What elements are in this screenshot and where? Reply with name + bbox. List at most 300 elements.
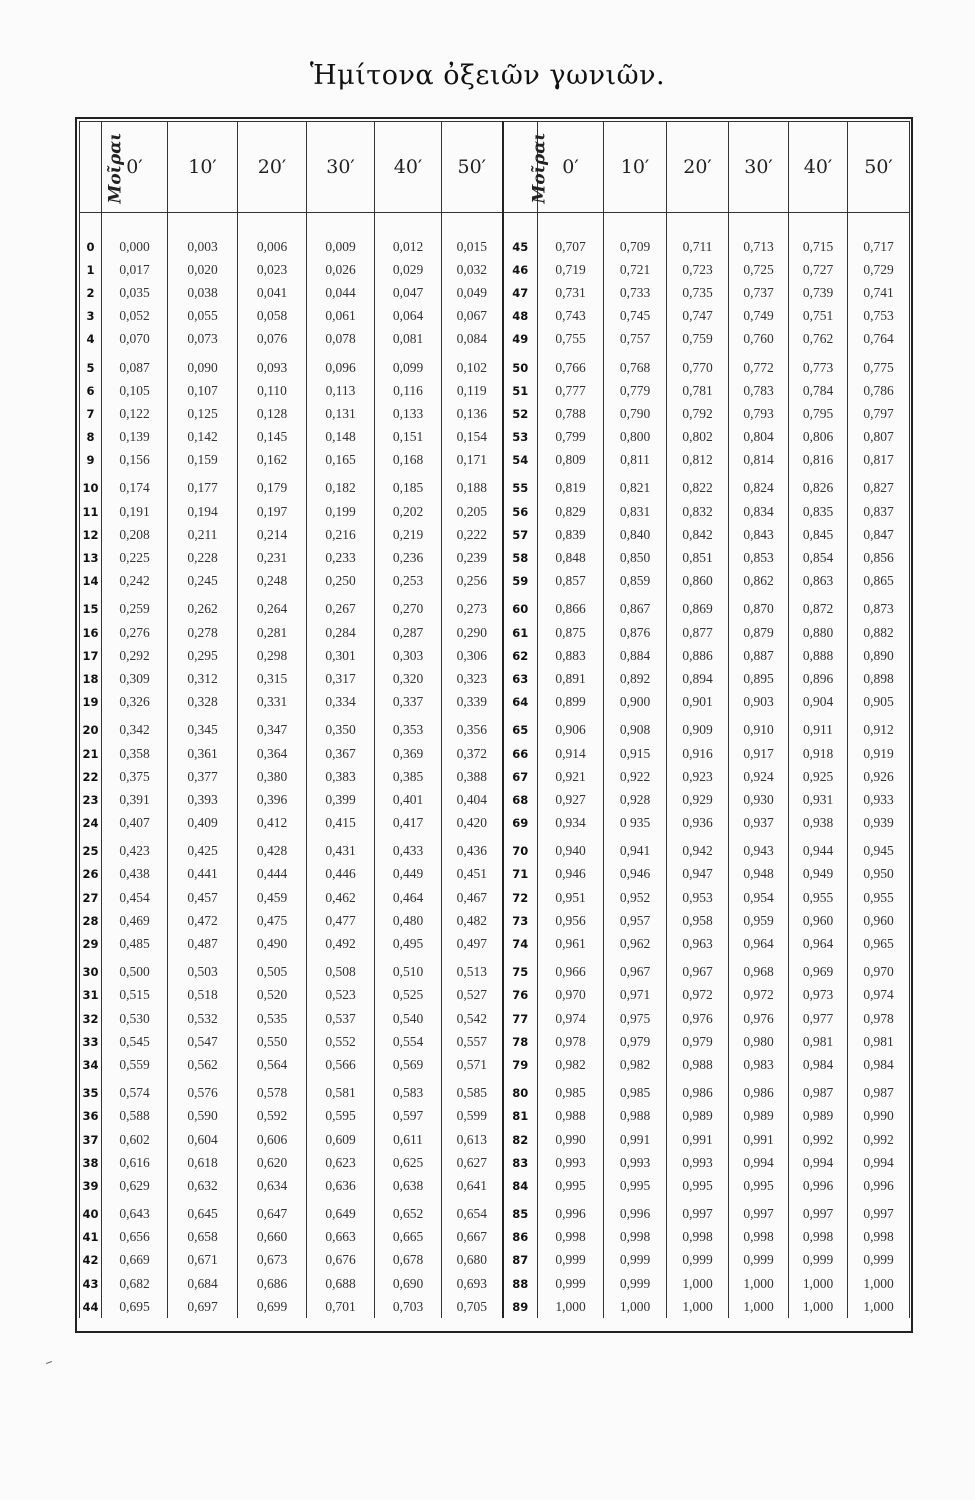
sine-value: 0,859 — [604, 570, 667, 593]
sine-value: 0,873 — [848, 598, 910, 621]
sine-value: 0,953 — [667, 886, 729, 909]
sine-value: 0,067 — [442, 305, 503, 328]
sine-value: 0,191 — [102, 500, 168, 523]
sine-value: 0,523 — [307, 984, 375, 1007]
table-row — [80, 961, 910, 984]
sine-value: 0,886 — [667, 644, 729, 667]
sine-value: 0,105 — [102, 379, 168, 402]
sine-value: 0,645 — [168, 1203, 238, 1226]
sine-value: 0,860 — [667, 570, 729, 593]
sine-value: 1,000 — [538, 1295, 604, 1318]
degree-cell: 18 — [80, 667, 102, 690]
sine-value: 0,753 — [848, 305, 910, 328]
degree-cell: 74 — [503, 932, 538, 955]
sine-value: 0,940 — [538, 840, 604, 863]
sine-value: 0,375 — [102, 765, 168, 788]
table-row — [80, 1203, 910, 1226]
table-row — [80, 235, 910, 258]
sine-value: 0,955 — [789, 886, 848, 909]
degree-cell: 83 — [503, 1151, 538, 1174]
sine-value: 0,122 — [102, 402, 168, 425]
degree-cell: 63 — [503, 667, 538, 690]
sine-value: 0,052 — [102, 305, 168, 328]
table-row — [80, 932, 910, 955]
sine-value: 0,804 — [729, 426, 789, 449]
table-row — [80, 1249, 910, 1272]
sine-value: 0,015 — [442, 235, 503, 258]
sine-value: 0,999 — [667, 1249, 729, 1272]
sine-value: 0,225 — [102, 546, 168, 569]
sine-value: 0,259 — [102, 598, 168, 621]
spacer-cell — [789, 213, 848, 236]
sine-value: 0,840 — [604, 523, 667, 546]
table-row — [80, 258, 910, 281]
spacer-cell — [168, 213, 238, 236]
sine-value: 0,965 — [848, 932, 910, 955]
sine-value: 0,592 — [238, 1105, 307, 1128]
sine-value: 0,469 — [102, 909, 168, 932]
sine-value: 0,270 — [375, 598, 442, 621]
sine-value: 0,438 — [102, 863, 168, 886]
sine-value: 0,819 — [538, 477, 604, 500]
sine-value: 0,369 — [375, 742, 442, 765]
sine-value: 0,113 — [307, 379, 375, 402]
sine-value: 0,006 — [238, 235, 307, 258]
sine-value: 0,505 — [238, 961, 307, 984]
sine-value: 0,721 — [604, 258, 667, 281]
sine-value: 0,684 — [168, 1272, 238, 1295]
sine-value: 0,955 — [848, 886, 910, 909]
sine-value: 0,772 — [729, 356, 789, 379]
sine-value: 0,606 — [238, 1128, 307, 1151]
sine-value: 0,625 — [375, 1151, 442, 1174]
sine-value: 0,518 — [168, 984, 238, 1007]
sine-value: 0,256 — [442, 570, 503, 593]
sine-value: 0,713 — [729, 235, 789, 258]
sine-value: 0,942 — [667, 840, 729, 863]
sine-value: 0,998 — [538, 1226, 604, 1249]
sine-value: 0,197 — [238, 500, 307, 523]
table-row — [80, 719, 910, 742]
sine-value: 0,966 — [538, 961, 604, 984]
table-row — [80, 1226, 910, 1249]
sine-value: 0,061 — [307, 305, 375, 328]
degree-cell: 14 — [80, 570, 102, 593]
sine-value: 0,941 — [604, 840, 667, 863]
sine-value: 0,974 — [538, 1007, 604, 1030]
sine-value: 0,537 — [307, 1007, 375, 1030]
sine-value: 0,058 — [238, 305, 307, 328]
sine-value: 0,731 — [538, 281, 604, 304]
table-body — [80, 213, 910, 1319]
sine-value: 0,964 — [729, 932, 789, 955]
degree-cell: 31 — [80, 984, 102, 1007]
sine-value: 0,632 — [168, 1174, 238, 1197]
sine-value: 0,087 — [102, 356, 168, 379]
degree-cell: 46 — [503, 258, 538, 281]
sine-value: 0,569 — [375, 1053, 442, 1076]
sine-value: 0,799 — [538, 426, 604, 449]
degree-cell: 2 — [80, 281, 102, 304]
sine-value: 0,905 — [848, 691, 910, 714]
sine-value: 0,934 — [538, 812, 604, 835]
sine-value: 0,317 — [307, 667, 375, 690]
sine-value: 0,845 — [789, 523, 848, 546]
sine-value: 0,982 — [538, 1053, 604, 1076]
sine-value: 0,727 — [789, 258, 848, 281]
sine-value: 0,525 — [375, 984, 442, 1007]
sine-value: 0,571 — [442, 1053, 503, 1076]
degree-cell: 71 — [503, 863, 538, 886]
degree-cell: 43 — [80, 1272, 102, 1295]
sine-value: 0,821 — [604, 477, 667, 500]
table-row — [80, 984, 910, 1007]
sine-value: 0,003 — [168, 235, 238, 258]
sine-value: 0,527 — [442, 984, 503, 1007]
sine-value: 0,947 — [667, 863, 729, 886]
sine-value: 0,399 — [307, 788, 375, 811]
sine-value: 0,863 — [789, 570, 848, 593]
sine-value: 0,988 — [667, 1053, 729, 1076]
degree-cell: 64 — [503, 691, 538, 714]
sine-value: 0,107 — [168, 379, 238, 402]
sine-value: 0,102 — [442, 356, 503, 379]
sine-value: 0,880 — [789, 621, 848, 644]
sine-value: 0,409 — [168, 812, 238, 835]
degree-cell: 25 — [80, 840, 102, 863]
degree-cell: 47 — [503, 281, 538, 304]
sine-value: 0,680 — [442, 1249, 503, 1272]
sine-value: 0,987 — [848, 1082, 910, 1105]
sine-value: 0,070 — [102, 328, 168, 351]
sine-value: 0,649 — [307, 1203, 375, 1226]
sine-value: 0,777 — [538, 379, 604, 402]
spacer-row — [80, 213, 910, 236]
sine-value: 0,616 — [102, 1151, 168, 1174]
degree-cell: 75 — [503, 961, 538, 984]
sine-value: 0,133 — [375, 402, 442, 425]
sine-value: 0,276 — [102, 621, 168, 644]
sine-value: 0,676 — [307, 1249, 375, 1272]
sine-value: 0,936 — [667, 812, 729, 835]
degree-cell: 49 — [503, 328, 538, 351]
sine-value: 0,202 — [375, 500, 442, 523]
degree-cell: 11 — [80, 500, 102, 523]
degree-label: Μοῖραι — [529, 132, 549, 204]
sine-value: 1,000 — [729, 1295, 789, 1318]
degree-cell: 65 — [503, 719, 538, 742]
table-row — [80, 500, 910, 523]
sine-value: 0,508 — [307, 961, 375, 984]
sine-value: 0,380 — [238, 765, 307, 788]
sine-value: 0,981 — [848, 1030, 910, 1053]
degree-cell: 17 — [80, 644, 102, 667]
sine-value: 0,391 — [102, 788, 168, 811]
table-row — [80, 546, 910, 569]
sine-value: 0,917 — [729, 742, 789, 765]
degree-cell: 8 — [80, 426, 102, 449]
sine-value: 0,703 — [375, 1295, 442, 1318]
sine-value: 0,984 — [789, 1053, 848, 1076]
sine-value: 0,358 — [102, 742, 168, 765]
sine-value: 0,436 — [442, 840, 503, 863]
sine-value: 0,914 — [538, 742, 604, 765]
sine-value: 1,000 — [667, 1295, 729, 1318]
sine-value: 0,991 — [604, 1128, 667, 1151]
sine-value: 0,423 — [102, 840, 168, 863]
sine-value: 0,401 — [375, 788, 442, 811]
sine-value: 0,768 — [604, 356, 667, 379]
sine-value: 0,862 — [729, 570, 789, 593]
sine-value: 0,998 — [667, 1226, 729, 1249]
sine-value: 0,239 — [442, 546, 503, 569]
degree-cell: 45 — [503, 235, 538, 258]
sine-value: 0,958 — [667, 909, 729, 932]
sine-value: 0,990 — [848, 1105, 910, 1128]
sine-value: 0,350 — [307, 719, 375, 742]
sine-value: 0,882 — [848, 621, 910, 644]
degree-cell: 85 — [503, 1203, 538, 1226]
sine-value: 0,959 — [729, 909, 789, 932]
degree-cell: 13 — [80, 546, 102, 569]
degree-cell: 4 — [80, 328, 102, 351]
sine-value: 0,837 — [848, 500, 910, 523]
sine-value: 0,972 — [667, 984, 729, 1007]
sine-value: 0,467 — [442, 886, 503, 909]
degree-cell: 6 — [80, 379, 102, 402]
sine-value: 0,364 — [238, 742, 307, 765]
table-row — [80, 379, 910, 402]
sine-value: 0,611 — [375, 1128, 442, 1151]
degree-cell: 56 — [503, 500, 538, 523]
sine-value: 0,023 — [238, 258, 307, 281]
sine-value: 0,749 — [729, 305, 789, 328]
sine-value: 0,273 — [442, 598, 503, 621]
degree-cell: 30 — [80, 961, 102, 984]
sine-value: 0,156 — [102, 449, 168, 472]
sine-value: 0,540 — [375, 1007, 442, 1030]
sine-value: 0,495 — [375, 932, 442, 955]
table-row — [80, 477, 910, 500]
sine-value: 0,991 — [729, 1128, 789, 1151]
minute-header: 10′ — [168, 122, 238, 213]
degree-cell: 0 — [80, 235, 102, 258]
sine-value: 0,709 — [604, 235, 667, 258]
sine-value: 0,711 — [667, 235, 729, 258]
sine-value: 0,301 — [307, 644, 375, 667]
sine-value: 0,323 — [442, 667, 503, 690]
sine-value: 0,228 — [168, 546, 238, 569]
degree-cell: 28 — [80, 909, 102, 932]
table-row — [80, 812, 910, 835]
sine-value: 0,997 — [848, 1203, 910, 1226]
sine-value: 0,996 — [538, 1203, 604, 1226]
sine-value: 0,550 — [238, 1030, 307, 1053]
sine-value: 0,783 — [729, 379, 789, 402]
degree-cell: 69 — [503, 812, 538, 835]
sine-value: 0,136 — [442, 402, 503, 425]
degree-cell: 21 — [80, 742, 102, 765]
sine-value: 0,790 — [604, 402, 667, 425]
sine-value: 0,857 — [538, 570, 604, 593]
sine-value: 0,290 — [442, 621, 503, 644]
sine-value: 0,903 — [729, 691, 789, 714]
degree-cell: 84 — [503, 1174, 538, 1197]
sine-value: 1,000 — [848, 1295, 910, 1318]
spacer-cell — [238, 213, 307, 236]
sine-value: 0,337 — [375, 691, 442, 714]
sine-value: 0,326 — [102, 691, 168, 714]
sine-value: 0,705 — [442, 1295, 503, 1318]
sine-value: 0,585 — [442, 1082, 503, 1105]
sine-value: 0,725 — [729, 258, 789, 281]
sine-value: 0,729 — [848, 258, 910, 281]
sine-value: 0,986 — [667, 1082, 729, 1105]
sine-value: 0,975 — [604, 1007, 667, 1030]
minute-header: 20′ — [238, 122, 307, 213]
sine-value: 0,574 — [102, 1082, 168, 1105]
degree-cell: 57 — [503, 523, 538, 546]
sine-value: 0,755 — [538, 328, 604, 351]
sine-value: 0,690 — [375, 1272, 442, 1295]
sine-value: 0,786 — [848, 379, 910, 402]
sine-value: 0,985 — [538, 1082, 604, 1105]
sine-value: 0,747 — [667, 305, 729, 328]
sine-value: 0,995 — [604, 1174, 667, 1197]
sine-value: 0,906 — [538, 719, 604, 742]
sine-value: 0,733 — [604, 281, 667, 304]
sine-value: 0,154 — [442, 426, 503, 449]
sine-value: 0,449 — [375, 863, 442, 886]
minute-header: 50′ — [442, 122, 503, 213]
sine-value: 0,420 — [442, 812, 503, 835]
sine-value: 0,264 — [238, 598, 307, 621]
sine-value: 0,824 — [729, 477, 789, 500]
sine-value: 0,946 — [604, 863, 667, 886]
sine-value: 0,396 — [238, 788, 307, 811]
degree-cell: 89 — [503, 1295, 538, 1318]
sine-value: 0,312 — [168, 667, 238, 690]
degree-cell: 32 — [80, 1007, 102, 1030]
sine-value: 0,856 — [848, 546, 910, 569]
sine-value: 0,999 — [848, 1249, 910, 1272]
sine-value: 0,997 — [789, 1203, 848, 1226]
sine-value: 0,284 — [307, 621, 375, 644]
sine-value: 0,807 — [848, 426, 910, 449]
sine-value: 0,678 — [375, 1249, 442, 1272]
sine-value: 0,974 — [848, 984, 910, 1007]
table-row — [80, 1151, 910, 1174]
sine-value: 0,205 — [442, 500, 503, 523]
sine-value: 0,806 — [789, 426, 848, 449]
degree-cell: 38 — [80, 1151, 102, 1174]
sine-value: 0,334 — [307, 691, 375, 714]
sine-value: 0,921 — [538, 765, 604, 788]
sine-value: 0,656 — [102, 1226, 168, 1249]
sine-value: 0,802 — [667, 426, 729, 449]
sine-value: 0,119 — [442, 379, 503, 402]
sine-value: 0,564 — [238, 1053, 307, 1076]
table-row — [80, 523, 910, 546]
sine-table — [79, 121, 910, 1318]
degree-cell: 41 — [80, 1226, 102, 1249]
sine-value: 0,047 — [375, 281, 442, 304]
sine-value: 0,895 — [729, 667, 789, 690]
table-row — [80, 449, 910, 472]
sine-value: 0,937 — [729, 812, 789, 835]
sine-value: 0,547 — [168, 1030, 238, 1053]
sine-value: 0,717 — [848, 235, 910, 258]
sine-value: 0,928 — [604, 788, 667, 811]
sine-value: 0,671 — [168, 1249, 238, 1272]
sine-value: 0,503 — [168, 961, 238, 984]
sine-value: 0,699 — [238, 1295, 307, 1318]
sine-value: 0,490 — [238, 932, 307, 955]
sine-value: 0,978 — [848, 1007, 910, 1030]
sine-value: 0 935 — [604, 812, 667, 835]
sine-value: 0,972 — [729, 984, 789, 1007]
sine-value: 0,078 — [307, 328, 375, 351]
sine-value: 0,760 — [729, 328, 789, 351]
sine-value: 0,148 — [307, 426, 375, 449]
sine-value: 0,433 — [375, 840, 442, 863]
degree-cell: 35 — [80, 1082, 102, 1105]
table-row — [80, 281, 910, 304]
spacer-cell — [667, 213, 729, 236]
sine-value: 0,998 — [789, 1226, 848, 1249]
sine-value: 0,451 — [442, 863, 503, 886]
sine-value: 0,916 — [667, 742, 729, 765]
sine-value: 0,831 — [604, 500, 667, 523]
sine-value: 0,038 — [168, 281, 238, 304]
sine-value: 0,977 — [789, 1007, 848, 1030]
minute-header: 10′ — [604, 122, 667, 213]
sine-value: 0,647 — [238, 1203, 307, 1226]
sine-value: 0,784 — [789, 379, 848, 402]
sine-value: 0,604 — [168, 1128, 238, 1151]
table-row — [80, 742, 910, 765]
sine-value: 1,000 — [789, 1272, 848, 1295]
sine-value: 0,602 — [102, 1128, 168, 1151]
sine-value: 0,472 — [168, 909, 238, 932]
sine-value: 0,669 — [102, 1249, 168, 1272]
sine-value: 0,492 — [307, 932, 375, 955]
sine-value: 0,745 — [604, 305, 667, 328]
table-row — [80, 356, 910, 379]
table-row — [80, 426, 910, 449]
sine-value: 0,835 — [789, 500, 848, 523]
sine-value: 0,347 — [238, 719, 307, 742]
sine-value: 0,475 — [238, 909, 307, 932]
sine-value: 0,990 — [538, 1128, 604, 1151]
sine-value: 0,964 — [789, 932, 848, 955]
minute-header: 40′ — [375, 122, 442, 213]
table-row — [80, 667, 910, 690]
degree-cell: 72 — [503, 886, 538, 909]
sine-value: 0,988 — [604, 1105, 667, 1128]
sine-value: 0,741 — [848, 281, 910, 304]
sine-value: 0,848 — [538, 546, 604, 569]
sine-value: 0,922 — [604, 765, 667, 788]
sine-value: 0,231 — [238, 546, 307, 569]
sine-value: 0,762 — [789, 328, 848, 351]
sine-value: 1,000 — [848, 1272, 910, 1295]
sine-value: 0,009 — [307, 235, 375, 258]
degree-cell: 16 — [80, 621, 102, 644]
sine-value: 1,000 — [729, 1272, 789, 1295]
sine-value: 0,894 — [667, 667, 729, 690]
sine-value: 0,142 — [168, 426, 238, 449]
